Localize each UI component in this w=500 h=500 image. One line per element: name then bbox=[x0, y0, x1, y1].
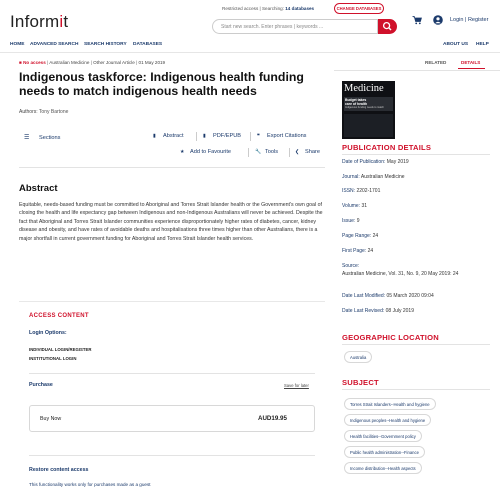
subject-chip[interactable]: Health facilities--Government policy bbox=[344, 430, 422, 442]
geo-divider bbox=[342, 344, 490, 345]
restore-access-note: This functionality works only for purchases made as a guest bbox=[29, 482, 151, 487]
institutional-login-link[interactable]: INSTITUTIONAL LOGIN bbox=[29, 356, 77, 361]
detail-label: Date Last Revised: bbox=[342, 308, 385, 314]
cover-photo bbox=[344, 114, 393, 137]
nav-help[interactable]: HELP bbox=[476, 42, 489, 47]
star-icon: ★ bbox=[180, 149, 185, 155]
geo-chip-australia[interactable]: Australia bbox=[344, 351, 372, 363]
price: AUD19.95 bbox=[258, 415, 287, 422]
search-icon bbox=[378, 19, 397, 34]
abstract-button[interactable] bbox=[153, 133, 184, 139]
detail-label: First Page: bbox=[342, 248, 367, 254]
detail-value: Australian Medicine bbox=[360, 174, 405, 180]
search-button[interactable] bbox=[378, 19, 397, 34]
journal-cover-image[interactable] bbox=[342, 81, 395, 139]
detail-last-modified bbox=[342, 293, 492, 301]
detail-issue bbox=[342, 218, 492, 226]
nav-divider bbox=[0, 52, 500, 53]
nav-about-us[interactable]: ABOUT US bbox=[443, 42, 469, 47]
toolbar-separator bbox=[248, 148, 249, 157]
individual-login-link[interactable]: INDIVIDUAL LOGIN/REGISTER bbox=[29, 347, 92, 352]
export-citations-button[interactable] bbox=[257, 133, 306, 139]
detail-issn bbox=[342, 188, 492, 196]
tools-button[interactable] bbox=[255, 149, 278, 155]
export-label: Export Citations bbox=[267, 133, 307, 139]
detail-value: 24 bbox=[367, 248, 374, 254]
share-icon: ❮ bbox=[295, 149, 300, 155]
detail-label: Source: bbox=[342, 263, 360, 269]
user-icon[interactable] bbox=[433, 15, 443, 25]
abstract-heading: Abstract bbox=[19, 183, 58, 194]
article-journal: Australian Medicine bbox=[49, 60, 90, 65]
tools-label: Tools bbox=[265, 149, 279, 155]
detail-label: Date Last Modified: bbox=[342, 293, 386, 299]
buy-now-label[interactable]: Buy Now bbox=[40, 416, 62, 422]
list-icon: ☰ bbox=[24, 135, 30, 141]
details-divider bbox=[342, 154, 490, 155]
geographic-location-heading: GEOGRAPHIC LOCATION bbox=[342, 333, 439, 342]
search-input[interactable]: Start new search. Enter phrases | keywords ... bbox=[212, 19, 378, 34]
detail-source bbox=[342, 263, 492, 279]
detail-value: 05 March 2020 09:04 bbox=[386, 293, 434, 299]
restore-access-title: Restore content access bbox=[29, 467, 89, 473]
subject-chip[interactable]: Torres Strait Islanders--Health and hygiene bbox=[344, 398, 436, 410]
article-meta: ■ No access | Australian Medicine | Other Journal Article | 01 May 2019 bbox=[19, 60, 166, 65]
detail-volume bbox=[342, 203, 492, 211]
login-options-label: Login Options: bbox=[29, 330, 67, 336]
detail-label: ISSN: bbox=[342, 188, 356, 194]
nav-search-history[interactable]: SEARCH HISTORY bbox=[84, 42, 127, 47]
quote-icon: ❝ bbox=[257, 133, 260, 139]
favourite-label: Add to Favourite bbox=[190, 149, 232, 155]
cover-headline-2: care of health bbox=[345, 102, 368, 106]
pdf-epub-button[interactable] bbox=[203, 133, 241, 139]
detail-value: 24 bbox=[372, 233, 379, 239]
logo-accent: i bbox=[59, 12, 64, 31]
subject-divider bbox=[342, 389, 490, 390]
authors-label: Authors: bbox=[19, 109, 39, 115]
subject-chip[interactable]: Income distribution--Health aspects bbox=[344, 462, 422, 474]
save-for-later-link[interactable]: Save for later bbox=[284, 383, 309, 388]
detail-label: Issue: bbox=[342, 218, 356, 224]
sections-label: Sections bbox=[39, 135, 61, 141]
abstract-text: Equitable, needs-based funding must be committed to Aboriginal and Torres Strait Islander health or the Government's own goal of closing the health and life expectancy gap between Indigenous and non-Indigenous Australians will never be achieved. Despite the fact that Aboriginal and Torres Strait Islander communities experience disproportionately higher rates of diabetes, cancer, kidney disease and obesity, and have rates of avoidable deaths and hospitalisations three times higher than other Australians, there is a major shortfall in current government funding for Aboriginal and Torres Strait Islander health services. bbox=[19, 202, 323, 242]
article-date: 01 May 2019 bbox=[138, 60, 166, 65]
nav-databases[interactable]: DATABASES bbox=[133, 42, 163, 47]
cover-subline: Indigenous funding needs to match bbox=[345, 106, 384, 109]
article-type: Other Journal Article bbox=[93, 60, 135, 65]
restricted-access-status bbox=[222, 6, 314, 11]
lock-icon: ■ bbox=[19, 60, 22, 65]
change-databases-button[interactable]: CHANGE DATABASES bbox=[334, 3, 384, 14]
share-label: Share bbox=[305, 149, 320, 155]
logo-text: Inform bbox=[10, 12, 60, 31]
pdf-label: PDF/EPUB bbox=[213, 133, 241, 139]
tab-details[interactable]: DETAILS bbox=[461, 60, 481, 65]
detail-label: Journal: bbox=[342, 174, 360, 180]
subject-chip[interactable]: Indigenous peoples--Health and hygiene bbox=[344, 414, 431, 426]
article-title: Indigenous taskforce: Indigenous health funding needs to match indigenous health needs bbox=[19, 70, 304, 98]
detail-journal bbox=[342, 174, 492, 182]
detail-date-of-publication bbox=[342, 159, 492, 167]
tab-related[interactable]: RELATED bbox=[425, 60, 447, 65]
author-name[interactable]: Tony Bartone bbox=[38, 109, 69, 115]
cart-icon[interactable] bbox=[412, 15, 422, 25]
wrench-icon: 🔧 bbox=[255, 149, 262, 155]
detail-last-revised bbox=[342, 308, 492, 316]
database-count: 14 databases bbox=[285, 6, 315, 11]
toolbar-divider bbox=[19, 167, 325, 168]
subject-heading: SUBJECT bbox=[342, 378, 379, 387]
detail-first-page bbox=[342, 248, 492, 256]
authors-line bbox=[19, 109, 68, 115]
detail-page-range bbox=[342, 233, 492, 241]
detail-value: 9 bbox=[356, 218, 360, 224]
access-status: No access bbox=[23, 60, 46, 65]
detail-label: Page Range: bbox=[342, 233, 372, 239]
cover-title: Medicine bbox=[344, 83, 384, 94]
document-icon: ▮ bbox=[153, 133, 156, 139]
publication-details-heading: PUBLICATION DETAILS bbox=[342, 143, 432, 152]
login-register-link[interactable]: Login | Register bbox=[450, 17, 489, 23]
toolbar-separator bbox=[250, 132, 251, 141]
pdf-icon: ▮ bbox=[203, 133, 206, 139]
access-content-title: ACCESS CONTENT bbox=[29, 313, 89, 319]
sections-button[interactable] bbox=[24, 134, 60, 141]
detail-value: May 2019 bbox=[386, 159, 409, 165]
toolbar-separator bbox=[196, 132, 197, 141]
nav-home[interactable]: HOME bbox=[10, 42, 25, 47]
access-divider bbox=[29, 455, 315, 456]
nav-advanced-search[interactable]: ADVANCED SEARCH bbox=[30, 42, 79, 47]
restricted-prefix: Restricted access | Searching: bbox=[222, 6, 286, 11]
add-to-favourite-button[interactable] bbox=[180, 149, 231, 155]
subject-chip[interactable]: Public health administration--Finance bbox=[344, 446, 425, 458]
detail-label: Volume: bbox=[342, 203, 361, 209]
access-divider bbox=[29, 373, 315, 374]
logo-text-end: t bbox=[63, 12, 69, 31]
tab-divider bbox=[334, 70, 500, 71]
toolbar-separator bbox=[289, 148, 290, 157]
informit-logo[interactable] bbox=[10, 12, 68, 32]
purchase-label: Purchase bbox=[29, 382, 53, 388]
detail-value: 2202-1701 bbox=[356, 188, 381, 194]
detail-value: 31 bbox=[361, 203, 368, 209]
abstract-label: Abstract bbox=[163, 133, 184, 139]
detail-value: 08 July 2019 bbox=[385, 308, 414, 314]
share-button[interactable] bbox=[295, 149, 320, 155]
detail-value: Australian Medicine, Vol. 31, No. 9, 20 May 2019: 24 bbox=[342, 270, 459, 277]
cover-headline-1: Budget takes bbox=[345, 98, 367, 102]
detail-label: Date of Publication: bbox=[342, 159, 386, 165]
